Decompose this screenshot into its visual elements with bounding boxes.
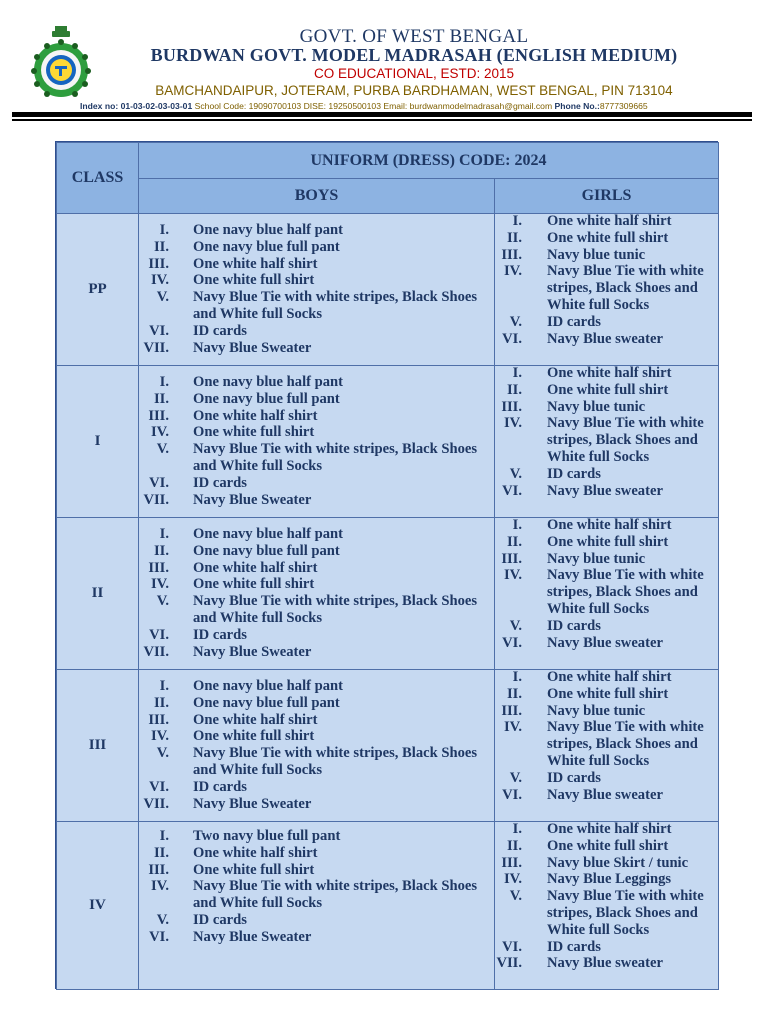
- item-number: V.: [509, 769, 522, 786]
- item-number: II.: [506, 229, 522, 246]
- letterhead: [0, 0, 768, 124]
- item-text: Navy Blue Tie with white stripes, Black Shoes and White full Socks: [547, 888, 704, 938]
- item-number: VI.: [149, 778, 169, 795]
- list-item: [140, 878, 492, 912]
- item-text: Navy blue tunic: [547, 246, 646, 263]
- item-text: Navy blue tunic: [547, 398, 646, 415]
- item-text: ID cards: [547, 617, 601, 634]
- item-text: Navy Blue Sweater: [193, 928, 312, 945]
- girls-uniform-list: [496, 821, 718, 972]
- item-number: I.: [159, 374, 169, 390]
- list-item: [140, 441, 492, 475]
- item-number: VI.: [149, 928, 169, 945]
- item-text: One white full shirt: [193, 424, 315, 441]
- item-number: III.: [501, 550, 522, 567]
- list-item: [140, 828, 492, 845]
- list-item: [140, 492, 492, 509]
- item-number: V.: [156, 593, 169, 610]
- item-text: Navy Blue Sweater: [193, 643, 312, 660]
- item-number: II.: [153, 844, 169, 861]
- list-item: [140, 424, 492, 441]
- item-number: I.: [512, 517, 522, 533]
- list-item: [140, 779, 492, 796]
- list-item: [496, 821, 718, 838]
- school-info-line: [80, 101, 648, 111]
- list-item: [140, 256, 492, 273]
- boys-uniform-list: [140, 678, 492, 812]
- item-text: Navy Blue Tie with white stripes, Black Shoes and White full Socks: [193, 878, 478, 912]
- item-number: IV.: [504, 567, 522, 584]
- item-text: One white full shirt: [547, 533, 669, 550]
- class-cell: II: [56, 517, 139, 670]
- list-item: [496, 399, 718, 416]
- list-item: [140, 745, 492, 779]
- item-number: V.: [156, 911, 169, 928]
- list-item: [140, 862, 492, 879]
- item-text: One navy blue full pant: [193, 694, 340, 711]
- item-number: III.: [501, 854, 522, 871]
- item-text: Navy Blue Sweater: [193, 339, 312, 356]
- item-text: Navy Blue sweater: [547, 786, 663, 803]
- list-item: [140, 644, 492, 661]
- item-text: ID cards: [193, 322, 247, 339]
- class-cell: III: [56, 669, 139, 822]
- header-divider-thick: [12, 112, 752, 117]
- list-item: [496, 230, 718, 247]
- item-text: Navy Blue Tie with white stripes, Black Shoes and White full Socks: [193, 289, 478, 322]
- item-number: VII.: [496, 955, 522, 972]
- boys-uniform-list: [140, 526, 492, 660]
- list-item: [496, 567, 718, 617]
- item-number: I.: [159, 678, 169, 694]
- list-item: [140, 560, 492, 577]
- item-number: I.: [512, 213, 522, 229]
- phone-label: Phone No.:: [554, 101, 600, 111]
- item-text: One navy blue full pant: [193, 542, 340, 559]
- list-item: [140, 728, 492, 745]
- item-text: Navy blue tunic: [547, 550, 646, 567]
- item-number: I.: [512, 821, 522, 837]
- item-text: One navy blue full pant: [193, 390, 340, 407]
- item-number: II.: [506, 685, 522, 702]
- list-item: [140, 929, 492, 946]
- list-item: [140, 408, 492, 425]
- item-text: One white half shirt: [193, 559, 318, 576]
- list-item: [496, 770, 718, 787]
- item-number: IV.: [151, 424, 169, 441]
- list-item: [496, 247, 718, 264]
- list-item: [140, 374, 492, 391]
- item-number: I.: [159, 828, 169, 844]
- item-text: One navy blue half pant: [193, 222, 344, 238]
- item-text: One white half shirt: [193, 844, 318, 861]
- item-text: Navy Blue sweater: [547, 955, 663, 972]
- list-item: [140, 678, 492, 695]
- item-number: III.: [148, 559, 169, 576]
- item-text: ID cards: [193, 474, 247, 491]
- list-item: [496, 955, 718, 972]
- list-item: [496, 939, 718, 956]
- item-number: V.: [509, 465, 522, 482]
- item-number: V.: [156, 441, 169, 458]
- item-number: II.: [153, 694, 169, 711]
- list-item: [140, 323, 492, 340]
- list-item: [140, 845, 492, 862]
- list-item: [140, 526, 492, 543]
- item-number: IV.: [151, 272, 169, 289]
- item-number: VI.: [502, 938, 522, 955]
- item-text: Navy blue tunic: [547, 702, 646, 719]
- item-number: VI.: [502, 786, 522, 803]
- item-text: Navy Blue Tie with white stripes, Black Shoes and White full Socks: [193, 745, 478, 778]
- item-text: ID cards: [547, 938, 601, 955]
- list-item: [496, 855, 718, 872]
- item-text: One navy blue half pant: [193, 374, 344, 390]
- item-number: VI.: [149, 626, 169, 643]
- item-number: V.: [509, 617, 522, 634]
- list-item: [496, 314, 718, 331]
- list-item: [496, 415, 718, 465]
- item-number: V.: [509, 313, 522, 330]
- item-text: Navy Blue Tie with white stripes, Black Shoes and White full Socks: [193, 441, 478, 474]
- class-cell: IV: [56, 821, 139, 990]
- list-item: [140, 593, 492, 627]
- item-number: VI.: [149, 322, 169, 339]
- item-number: I.: [512, 669, 522, 685]
- item-number: III.: [148, 861, 169, 878]
- item-text: ID cards: [193, 911, 247, 928]
- item-text: Navy Blue sweater: [547, 482, 663, 499]
- boys-column-header: BOYS: [138, 178, 495, 214]
- item-text: One navy blue half pant: [193, 526, 344, 542]
- list-item: [496, 365, 718, 382]
- item-number: II.: [153, 390, 169, 407]
- phone-number: 8777309665: [599, 101, 648, 111]
- item-text: One white half shirt: [547, 365, 672, 381]
- item-number: IV.: [504, 871, 522, 888]
- item-text: Navy Blue Tie with white stripes, Black Shoes and White full Socks: [547, 719, 704, 769]
- list-item: [496, 686, 718, 703]
- item-text: One white full shirt: [547, 685, 669, 702]
- girls-uniform-list: [496, 669, 718, 803]
- item-number: VI.: [149, 474, 169, 491]
- list-item: [140, 543, 492, 560]
- item-text: One white full shirt: [547, 381, 669, 398]
- item-number: V.: [509, 888, 522, 905]
- item-text: Navy Blue sweater: [547, 634, 663, 651]
- list-item: [496, 263, 718, 313]
- list-item: [496, 483, 718, 500]
- item-number: VI.: [502, 634, 522, 651]
- item-number: VI.: [502, 330, 522, 347]
- girls-uniform-list: [496, 365, 718, 499]
- item-number: II.: [506, 533, 522, 550]
- item-text: One white full shirt: [193, 861, 315, 878]
- list-item: [496, 888, 718, 938]
- item-number: II.: [153, 238, 169, 255]
- girls-uniform-list: [496, 517, 718, 651]
- item-text: ID cards: [547, 465, 601, 482]
- class-cell: PP: [56, 213, 139, 366]
- list-item: [496, 551, 718, 568]
- class-column-header: CLASS: [56, 142, 139, 214]
- item-text: Navy blue Skirt / tunic: [547, 854, 689, 871]
- list-item: [496, 719, 718, 769]
- item-number: I.: [159, 222, 169, 238]
- list-item: [140, 340, 492, 357]
- item-text: Two navy blue full pant: [193, 828, 341, 844]
- item-text: One navy blue half pant: [193, 678, 344, 694]
- item-text: One white half shirt: [547, 821, 672, 837]
- item-text: ID cards: [193, 626, 247, 643]
- item-number: III.: [501, 246, 522, 263]
- list-item: [496, 331, 718, 348]
- boys-uniform-list: [140, 828, 492, 946]
- school-name: BURDWAN GOVT. MODEL MADRASAH (ENGLISH MEDIUM): [150, 45, 678, 65]
- item-number: IV.: [151, 728, 169, 745]
- item-number: III.: [501, 398, 522, 415]
- item-text: ID cards: [547, 769, 601, 786]
- item-number: II.: [506, 837, 522, 854]
- item-text: One white full shirt: [193, 728, 315, 745]
- list-item: [140, 475, 492, 492]
- list-item: [140, 272, 492, 289]
- item-text: Navy Blue Leggings: [547, 871, 672, 888]
- list-item: [140, 391, 492, 408]
- boys-uniform-list: [140, 374, 492, 508]
- list-item: [140, 796, 492, 813]
- school-type: CO EDUCATIONAL, ESTD: 2015: [313, 66, 515, 81]
- item-text: One white full shirt: [193, 576, 315, 593]
- list-item: [496, 466, 718, 483]
- govt-title: GOVT. OF WEST BENGAL: [299, 26, 529, 47]
- list-item: [496, 669, 718, 686]
- list-item: [496, 534, 718, 551]
- item-number: II.: [153, 542, 169, 559]
- list-item: [140, 712, 492, 729]
- boys-uniform-list: [140, 222, 492, 356]
- item-number: VII.: [143, 795, 169, 812]
- item-text: Navy Blue Tie with white stripes, Black Shoes and White full Socks: [547, 263, 704, 313]
- item-text: Navy Blue Tie with white stripes, Black Shoes and White full Socks: [547, 415, 704, 465]
- item-text: One navy blue full pant: [193, 238, 340, 255]
- item-text: One white half shirt: [547, 213, 672, 229]
- item-number: V.: [156, 745, 169, 762]
- list-item: [140, 289, 492, 323]
- school-codes-email: School Code: 19090700103 DISE: 19250500103 Email: burdwanmodelmadrasah@gmail.com: [194, 101, 553, 111]
- list-item: [140, 576, 492, 593]
- item-number: IV.: [151, 878, 169, 895]
- item-text: One white full shirt: [547, 837, 669, 854]
- list-item: [496, 517, 718, 534]
- item-number: III.: [501, 702, 522, 719]
- list-item: [140, 627, 492, 644]
- list-item: [496, 382, 718, 399]
- list-item: [140, 222, 492, 239]
- item-text: Navy Blue sweater: [547, 330, 663, 347]
- list-item: [496, 787, 718, 804]
- item-text: One white half shirt: [547, 517, 672, 533]
- class-cell: I: [56, 365, 139, 518]
- item-text: ID cards: [193, 778, 247, 795]
- item-number: III.: [148, 255, 169, 272]
- item-text: Navy Blue Sweater: [193, 795, 312, 812]
- list-item: [496, 213, 718, 230]
- item-number: I.: [512, 365, 522, 381]
- item-text: Navy Blue Tie with white stripes, Black Shoes and White full Socks: [193, 593, 478, 626]
- item-number: IV.: [504, 263, 522, 280]
- list-item: [496, 635, 718, 652]
- item-number: VII.: [143, 339, 169, 356]
- list-item: [496, 838, 718, 855]
- item-number: VII.: [143, 643, 169, 660]
- item-text: One white half shirt: [193, 407, 318, 424]
- item-number: I.: [159, 526, 169, 542]
- girls-uniform-list: [496, 213, 718, 347]
- item-number: III.: [148, 711, 169, 728]
- uniform-table: [55, 141, 718, 989]
- list-item: [140, 695, 492, 712]
- table-title: UNIFORM (DRESS) CODE: 2024: [138, 142, 719, 179]
- item-text: Navy Blue Sweater: [193, 491, 312, 508]
- item-number: V.: [156, 289, 169, 306]
- item-number: IV.: [151, 576, 169, 593]
- item-number: VII.: [143, 491, 169, 508]
- item-number: III.: [148, 407, 169, 424]
- item-text: One white half shirt: [547, 669, 672, 685]
- item-text: One white half shirt: [193, 711, 318, 728]
- list-item: [140, 239, 492, 256]
- school-address: BAMCHANDAIPUR, JOTERAM, PURBA BARDHAMAN, WEST BENGAL, PIN 713104: [155, 83, 673, 98]
- girls-column-header: GIRLS: [494, 178, 719, 214]
- list-item: [496, 703, 718, 720]
- list-item: [496, 871, 718, 888]
- list-item: [140, 912, 492, 929]
- item-text: Navy Blue Tie with white stripes, Black Shoes and White full Socks: [547, 567, 704, 617]
- header-divider-thin: [12, 119, 752, 121]
- item-text: ID cards: [547, 313, 601, 330]
- item-number: VI.: [502, 482, 522, 499]
- item-text: One white full shirt: [193, 272, 315, 289]
- item-number: IV.: [504, 415, 522, 432]
- list-item: [496, 618, 718, 635]
- index-number: Index no: 01-03-02-03-03-01: [80, 101, 193, 111]
- item-text: One white full shirt: [547, 229, 669, 246]
- item-number: II.: [506, 381, 522, 398]
- item-text: One white half shirt: [193, 255, 318, 272]
- item-number: IV.: [504, 719, 522, 736]
